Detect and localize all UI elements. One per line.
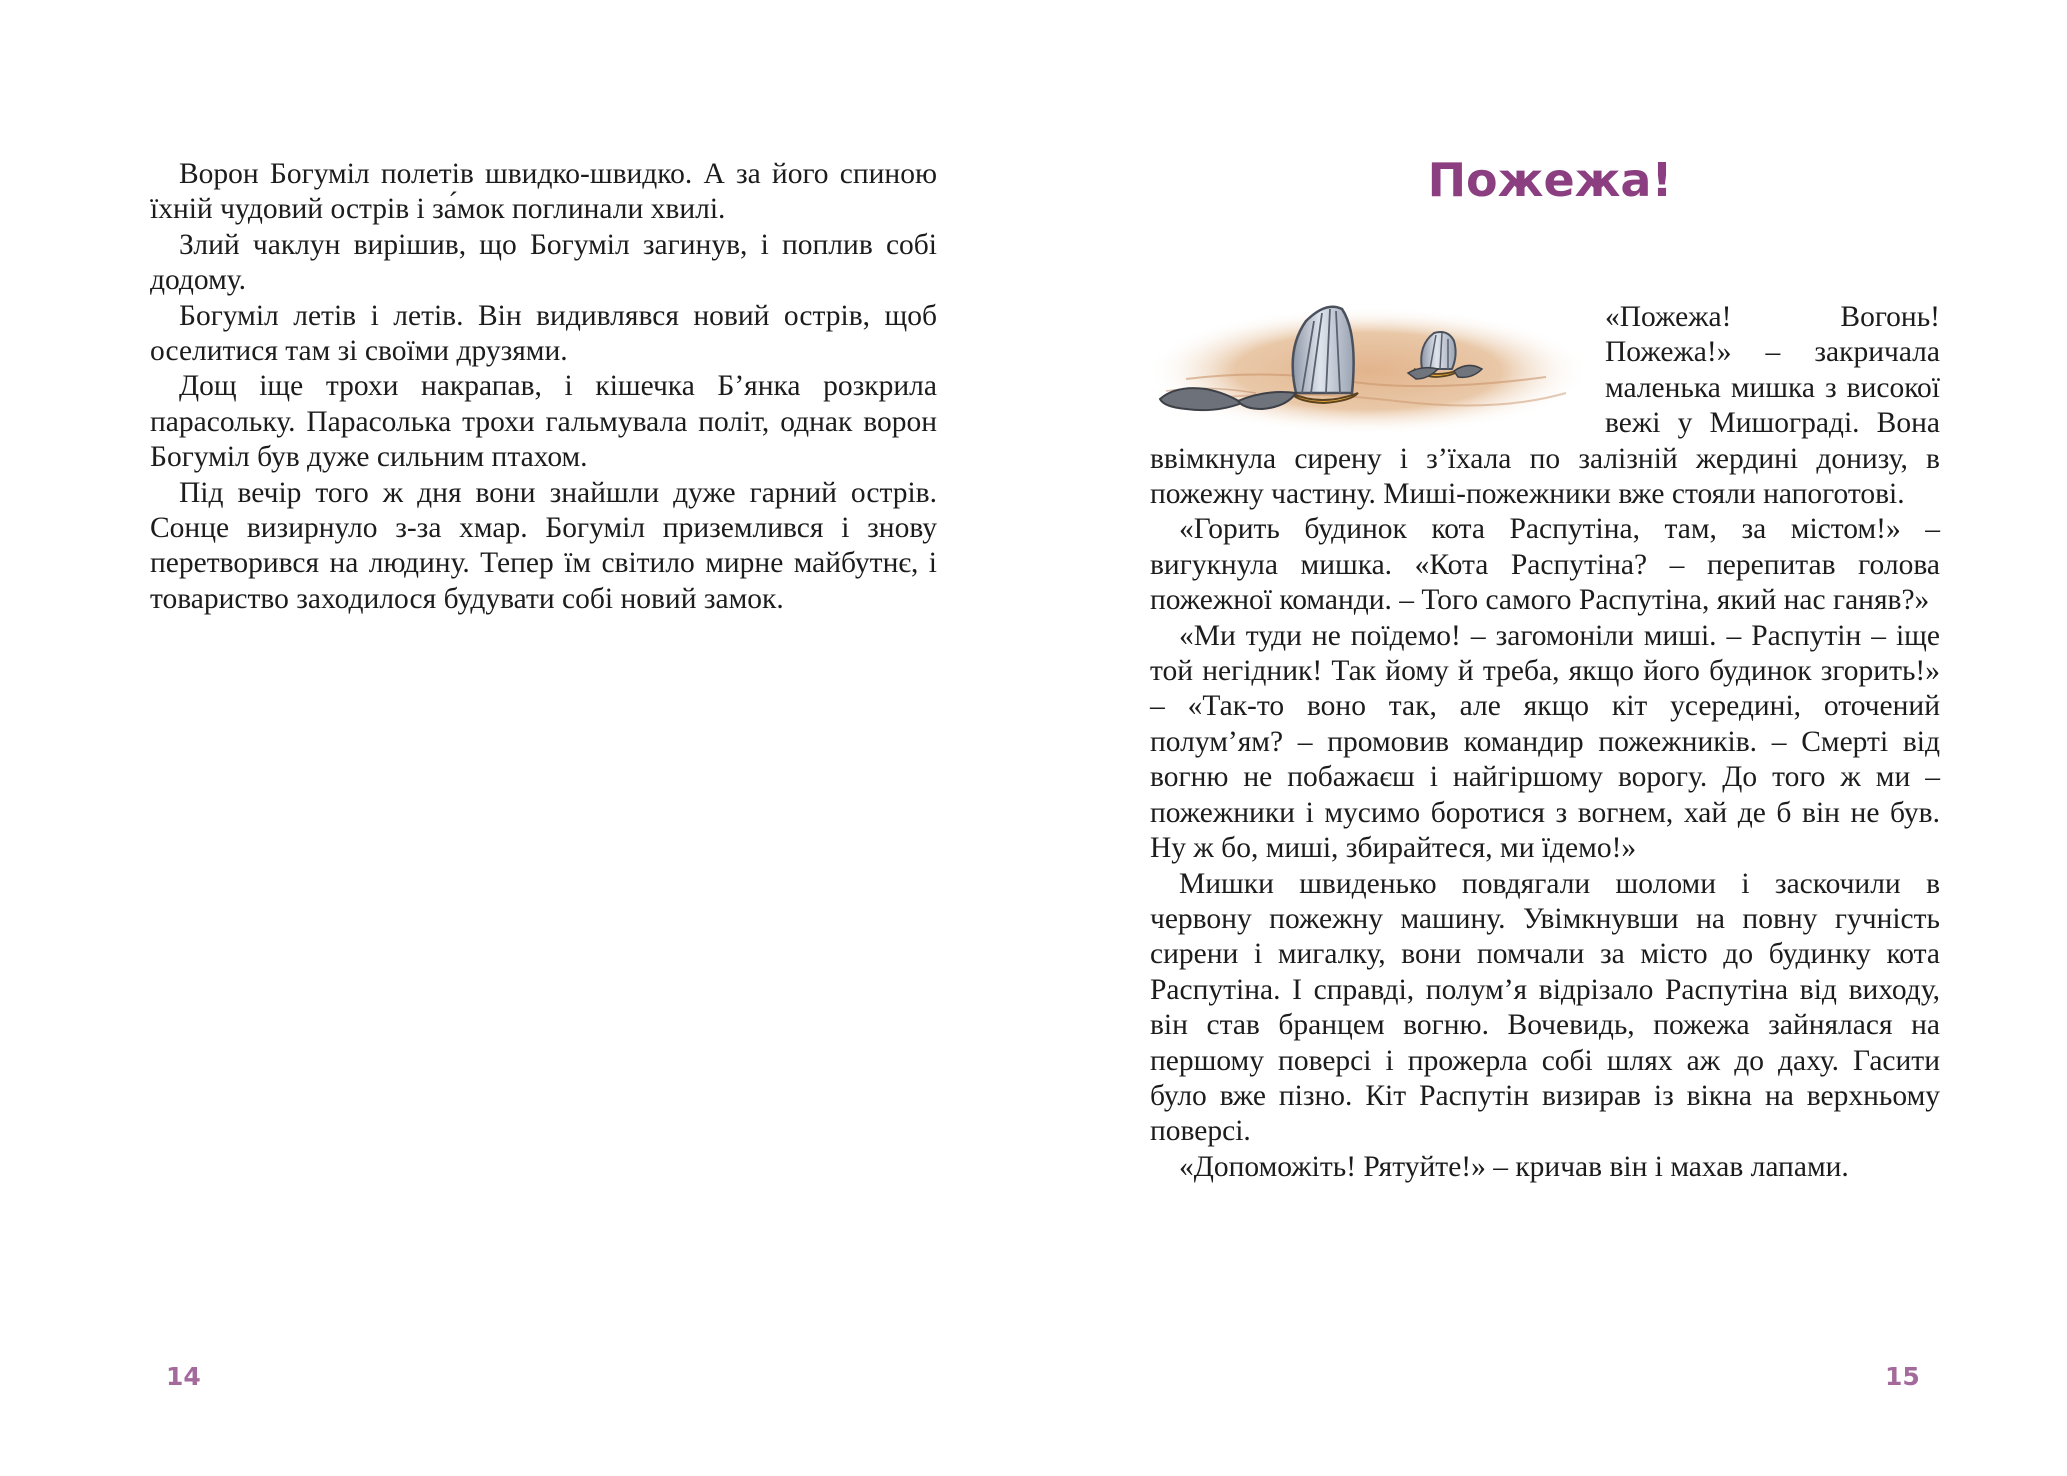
paragraph: «Допоможіть! Рятуйте!» – кричав він і махав лапами. <box>1179 1150 1849 1183</box>
paragraph: «Пожежа! Вогонь! Пожежа!» – закричала маленька мишка з високої вежі у Мишограді. Вона ввімкнула сирену і з’їхала по залізній жердині донизу, в пожежну частину. Миші-пожежники вже стояли напоготові. <box>1150 301 1940 511</box>
umbrellas-on-sand-icon <box>1146 289 1591 437</box>
paragraph: «Ми туди не поїдемо! – загомоніли миші. – Распутін – іще той негідник! Так йому й треба, якщо його будинок згорить!» – «Так-то воно так, але якщо кіт усередині, оточений полум’ям? – промовив командир пожежників. – Смерті від вогню не побажаєш і найгіршому ворогу. До того ж ми – пожежники і мусимо боротися з вогнем, хай де б він не був. Ну ж бо, миші, збирайтеся, ми їдемо!» <box>1150 619 1940 865</box>
paragraph: Злий чаклун вирішив, що Богуміл загинув, і поплив собі додому. <box>150 228 937 297</box>
page-number-right: 15 <box>1885 1362 1920 1391</box>
paragraph: Богуміл летів і летів. Він видивлявся новий острів, щоб оселитися там зі своїми друзями. <box>150 299 937 368</box>
right-page-text <box>1150 300 1940 1185</box>
right-page <box>1033 0 2067 1476</box>
paragraph: Мишки швиденько повдягали шоломи і заскочили в червону пожежну машину. Увімкнувши на повну гучність сирени і мигалку, вони помчали за місто до будинку кота Распутіна. І справді, полум’я відрізало Распутіна від виходу, він став бранцем вогню. Вочевидь, пожежа зайнялася на першому поверсі і прожерла собі шлях аж до даху. Гасити було вже пізно. Кіт Распутін визирав із вікна на верхньому поверсі. <box>1150 867 1940 1148</box>
paragraph: Дощ іще трохи накрапав, і кішечка Б’янка розкрила парасольку. Парасолька трохи гальмувала політ, однак ворон Богуміл був дуже сильним птахом. <box>150 370 937 474</box>
paragraph: «Горить будинок кота Распутіна, там, за містом!» – вигукнула мишка. «Кота Распутіна? – перепитав голова пожежної команди. – Того самого Распутіна, який нас ганяв?» <box>1150 513 1940 617</box>
paragraph: Ворон Богуміл полетів швидко-швидко. А за його спиною їхній чудовий острів і за́мок поглинали хвилі. <box>150 158 937 226</box>
chapter-title: Пожежа! <box>1427 153 1673 207</box>
left-page-text <box>150 157 937 617</box>
page-number-left: 14 <box>166 1362 201 1391</box>
left-page <box>0 0 1033 1476</box>
paragraph: Під вечір того ж дня вони знайшли дуже гарний острів. Сонце визирнуло з-за хмар. Богуміл приземлився і знову перетворився на людину. Тепер їм світило мирне майбутнє, і товариство заходилося будувати собі новий замок. <box>150 476 937 615</box>
